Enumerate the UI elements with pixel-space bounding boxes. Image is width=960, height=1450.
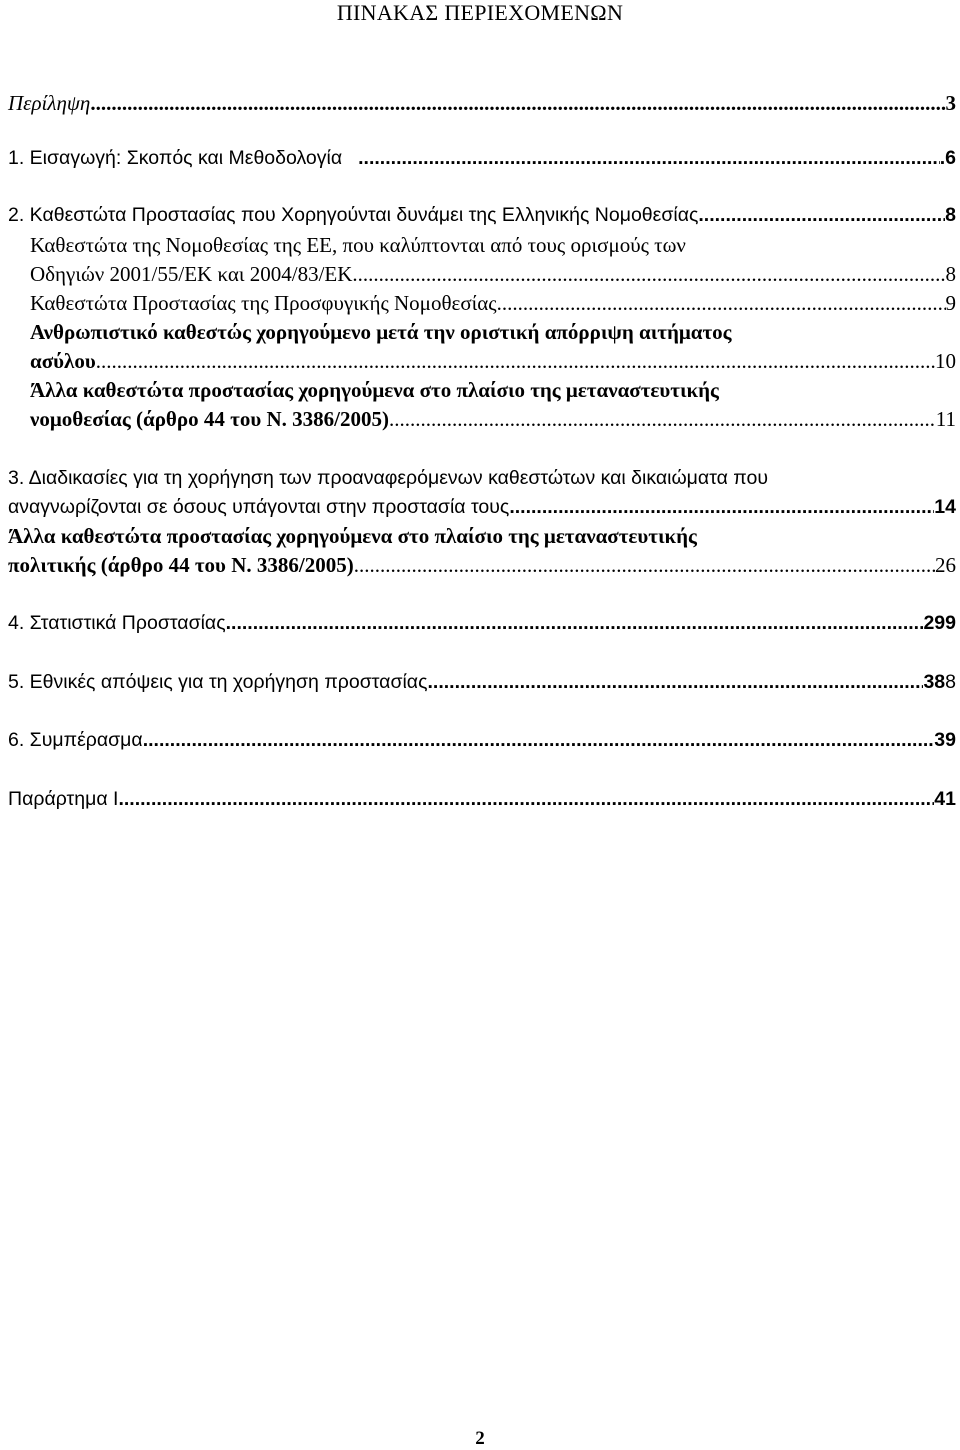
toc-entry-chapter-3[interactable] <box>8 492 956 522</box>
dot-leader <box>389 404 936 434</box>
toc-entry-page: 8 <box>945 262 956 286</box>
toc-entry-humanitarian-status-line1[interactable] <box>30 317 956 347</box>
toc-entry-eu-legislation[interactable] <box>30 259 956 289</box>
toc-entry-page: 41 <box>934 788 956 810</box>
toc-entry-text: 5. Εθνικές απόψεις για τη χορήγηση προστασίας <box>8 671 428 693</box>
toc-entry-chapter-3-line1[interactable] <box>8 463 956 493</box>
toc-entry-page: 11 <box>935 407 956 431</box>
toc-entry-text: Οδηγιών 2001/55/ΕΚ και 2004/83/ΕΚ <box>30 262 353 286</box>
toc-entry-text: 3. Διαδικασίες για τη χορήγηση των προαναφερόμενων καθεστώτων και δικαιώματα που <box>8 467 768 489</box>
toc-entry-other-status-policy-line1[interactable] <box>8 521 956 551</box>
toc-entry-other-status-law[interactable] <box>30 404 956 434</box>
toc-entry-text: Ανθρωπιστικό καθεστώς χορηγούμενο μετά την οριστική απόρριψη αιτήματος <box>30 320 732 344</box>
toc-entry-page: .6 <box>939 147 956 169</box>
toc-entry-page: 8 <box>945 204 956 226</box>
dot-leader <box>118 784 934 814</box>
toc-entry-page: 10 <box>935 349 956 373</box>
toc-entry-page: 299 <box>923 612 956 634</box>
dot-leader <box>698 200 945 230</box>
dot-leader <box>143 725 935 755</box>
dot-leader <box>96 346 935 376</box>
toc-entry-text: 4. Στατιστικά Προστασίας <box>8 612 226 634</box>
dot-leader <box>226 608 924 638</box>
toc-entry-chapter-2[interactable] <box>8 200 956 230</box>
toc-title: ΠΙΝΑΚΑΣ ΠΕΡΙΕΧΟΜΕΝΩΝ <box>336 0 624 25</box>
dot-leader <box>352 259 945 289</box>
toc-entry-text: ασύλου <box>30 349 96 373</box>
toc-entry-text: 1. Εισαγωγή: Σκοπός και Μεθοδολογία <box>8 147 343 169</box>
toc-entry-humanitarian-status[interactable] <box>30 346 956 376</box>
toc-entry-appendix[interactable] <box>8 784 956 814</box>
toc-entry-page <box>923 667 956 697</box>
toc-entry-chapter-5[interactable] <box>8 667 956 697</box>
toc-entry-other-status-policy[interactable] <box>8 550 956 580</box>
dot-leader <box>509 492 934 522</box>
toc-entry-text: νομοθεσίας (άρθρο 44 του Ν. 3386/2005) <box>30 407 389 431</box>
page-number: 2 <box>475 1428 485 1449</box>
toc-entry-page-part: 8 <box>945 671 956 693</box>
toc-entry-chapter-6[interactable] <box>8 725 956 755</box>
toc-entry-page: 39 <box>934 729 956 751</box>
toc-entry-summary[interactable] <box>8 88 956 118</box>
dot-leader <box>354 550 935 580</box>
toc-entry-chapter-4[interactable] <box>8 608 956 638</box>
toc-entry-page: 26 <box>935 553 956 577</box>
toc-entry-page: 14 <box>934 496 956 518</box>
toc-entry-text: Παράρτημα Ι <box>8 788 119 810</box>
toc-entry-page: 9 <box>945 291 956 315</box>
toc-entry-text: Άλλα καθεστώτα προστασίας χορηγούμενα στο πλαίσιο της μεταναστευτικής <box>8 524 697 548</box>
toc-entry-text: 6. Συμπέρασμα <box>8 729 143 751</box>
dot-leader <box>497 288 946 318</box>
toc-entry-text: Περίληψη <box>8 91 91 115</box>
toc-entry-introduction[interactable] <box>8 143 956 173</box>
toc-entry-text: Άλλα καθεστώτα προστασίας χορηγούμενα στο πλαίσιο της μεταναστευτικής <box>30 378 719 402</box>
dot-leader <box>358 143 940 173</box>
toc-entry-text: αναγνωρίζονται σε όσους υπάγονται στην προστασία τους <box>8 496 510 518</box>
toc-entry-text: πολιτικής (άρθρο 44 του Ν. 3386/2005) <box>8 553 354 577</box>
toc-entry-eu-legislation-line1[interactable] <box>30 230 956 260</box>
toc-entry-refugee-legislation[interactable] <box>30 288 956 318</box>
dot-leader <box>90 88 945 118</box>
toc-entry-text: Καθεστώτα Προστασίας της Προσφυγικής Νομοθεσίας <box>30 291 497 315</box>
toc-entry-page-part: 38 <box>923 671 946 693</box>
toc-entry-page: 3 <box>945 91 956 115</box>
dot-leader <box>427 667 923 697</box>
toc-entry-text: 2. Καθεστώτα Προστασίας που Χορηγούνται δυνάμει της Ελληνικής Νομοθεσίας <box>8 204 699 226</box>
toc-entry-text: Καθεστώτα της Νομοθεσίας της ΕΕ, που καλύπτονται από τους ορισμούς των <box>30 233 686 257</box>
toc-entry-other-status-law-line1[interactable] <box>30 375 956 405</box>
